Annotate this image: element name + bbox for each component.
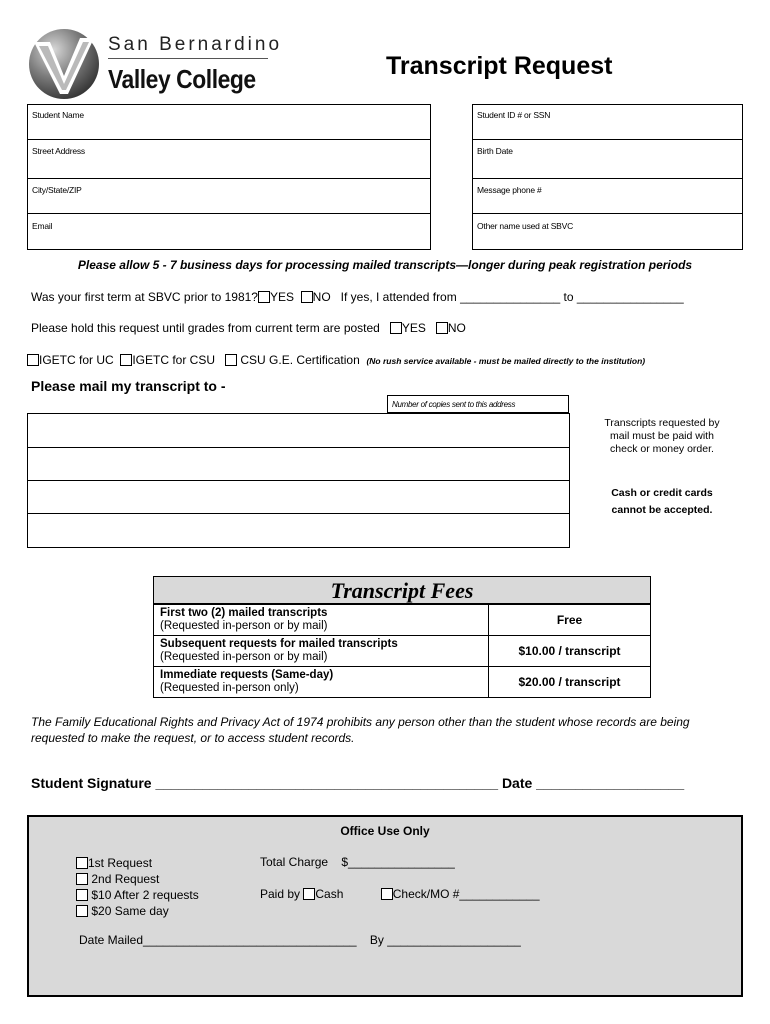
fee-row: First two (2) mailed transcripts (Requested in-person or by mail) Free: [154, 605, 651, 636]
fees-title: Transcript Fees: [153, 576, 651, 604]
certification-note: (No rush service available - must be mailed directly to the institution): [366, 356, 646, 366]
cash-label: Cash: [315, 887, 344, 901]
paid-by-label: Paid by: [260, 887, 301, 901]
first-term-no-label: NO: [312, 290, 331, 304]
street-address-field[interactable]: Street Address: [32, 146, 85, 156]
student-id-field[interactable]: Student ID # or SSN: [477, 110, 551, 120]
hold-no-checkbox[interactable]: [436, 322, 448, 334]
request-options: [76, 855, 199, 919]
mail-address-box: [27, 413, 570, 548]
office-use-title: Office Use Only: [340, 824, 430, 838]
twenty-dollar-checkbox[interactable]: [76, 905, 88, 917]
hold-no-label: NO: [447, 321, 466, 335]
address-line-3[interactable]: [28, 481, 569, 513]
signature-label: Student Signature ____________________________________________: [31, 775, 499, 791]
processing-notice: Please allow 5 - 7 business days for processing mailed transcripts—longer during peak registration periods: [77, 258, 693, 272]
copies-label: Number of copies sent to this address: [392, 400, 516, 409]
student-info-right-box: [472, 104, 743, 250]
check-checkbox[interactable]: [381, 888, 393, 900]
igetc-uc-label: IGETC for UC: [39, 353, 114, 367]
igetc-csu-label: IGETC for CSU: [132, 353, 216, 367]
first-term-yes-label: YES: [269, 290, 294, 304]
payment-side-note: Transcripts requested by mail must be paid with check or money order.: [604, 417, 720, 455]
hold-question: Please hold this request until grades from current term are posted: [31, 321, 380, 335]
hold-yes-checkbox[interactable]: [390, 322, 402, 334]
first-term-row: [31, 290, 684, 304]
payment-warning: Cash or credit cards cannot be accepted.: [611, 487, 713, 516]
check-label[interactable]: Check/MO #____________: [392, 887, 540, 901]
certification-row: [27, 353, 645, 367]
fees-table: [153, 576, 651, 698]
date-mailed-line[interactable]: Date Mailed________________________________ By ____________________: [79, 933, 521, 947]
second-request-label: 2nd Request: [91, 872, 160, 886]
logo-v-mark-icon: [28, 28, 100, 100]
first-request-label: 1st Request: [88, 856, 153, 870]
page-title: Transcript Request: [386, 52, 613, 80]
csu-ge-checkbox[interactable]: [225, 354, 237, 366]
student-info-left-box: [27, 104, 431, 250]
fee-price: $20.00 / transcript: [489, 667, 651, 698]
city-state-zip-field[interactable]: City/State/ZIP: [32, 185, 82, 195]
ten-dollar-label: $10 After 2 requests: [91, 888, 199, 902]
signature-line[interactable]: [31, 775, 684, 791]
address-line-4[interactable]: [28, 514, 569, 548]
hold-yes-label: YES: [401, 321, 426, 335]
student-name-field[interactable]: Student Name: [32, 110, 84, 120]
first-term-question: Was your first term at SBVC prior to 1981?: [31, 290, 258, 304]
logo-divider: [108, 58, 268, 59]
csu-ge-label: CSU G.E. Certification: [240, 353, 360, 367]
address-line-2[interactable]: [28, 448, 569, 480]
hold-row: [31, 321, 466, 335]
attended-range[interactable]: If yes, I attended from _______________ to ________________: [340, 290, 684, 304]
ten-dollar-checkbox[interactable]: [76, 889, 88, 901]
logo-text-bottom: Valley College: [108, 64, 256, 94]
logo-text-top: San Bernardino: [108, 34, 283, 55]
second-request-checkbox[interactable]: [76, 873, 88, 885]
address-line-1[interactable]: [28, 414, 569, 447]
total-charge[interactable]: Total Charge $________________: [260, 855, 455, 869]
other-name-field[interactable]: Other name used at SBVC: [477, 221, 574, 231]
fee-price: $10.00 / transcript: [489, 636, 651, 667]
first-request-checkbox[interactable]: [76, 857, 88, 869]
message-phone-field[interactable]: Message phone #: [477, 185, 542, 195]
signature-date[interactable]: Date ___________________: [501, 775, 685, 791]
igetc-uc-checkbox[interactable]: [27, 354, 39, 366]
email-field[interactable]: Email: [32, 221, 53, 231]
twenty-dollar-label: $20 Same day: [91, 904, 169, 918]
paid-by-row: [260, 887, 540, 901]
office-use-panel: [27, 815, 743, 997]
fee-price: Free: [489, 605, 651, 636]
igetc-csu-checkbox[interactable]: [120, 354, 132, 366]
copies-label-box: [387, 395, 569, 413]
first-term-yes-checkbox[interactable]: [258, 291, 270, 303]
cash-checkbox[interactable]: [303, 888, 315, 900]
fee-row: Immediate requests (Same-day) (Requested in-person only) $20.00 / transcript: [154, 667, 651, 698]
fee-row: Subsequent requests for mailed transcripts (Requested in-person or by mail) $10.00 / transcript: [154, 636, 651, 667]
ferpa-statement: The Family Educational Rights and Privacy Act of 1974 prohibits any person other than the student whose records are being requested to make the request, or to access student records.: [31, 715, 690, 745]
first-term-no-checkbox[interactable]: [301, 291, 313, 303]
mail-heading: Please mail my transcript to -: [31, 378, 226, 394]
birth-date-field[interactable]: Birth Date: [477, 146, 513, 156]
college-logo: [28, 28, 100, 100]
